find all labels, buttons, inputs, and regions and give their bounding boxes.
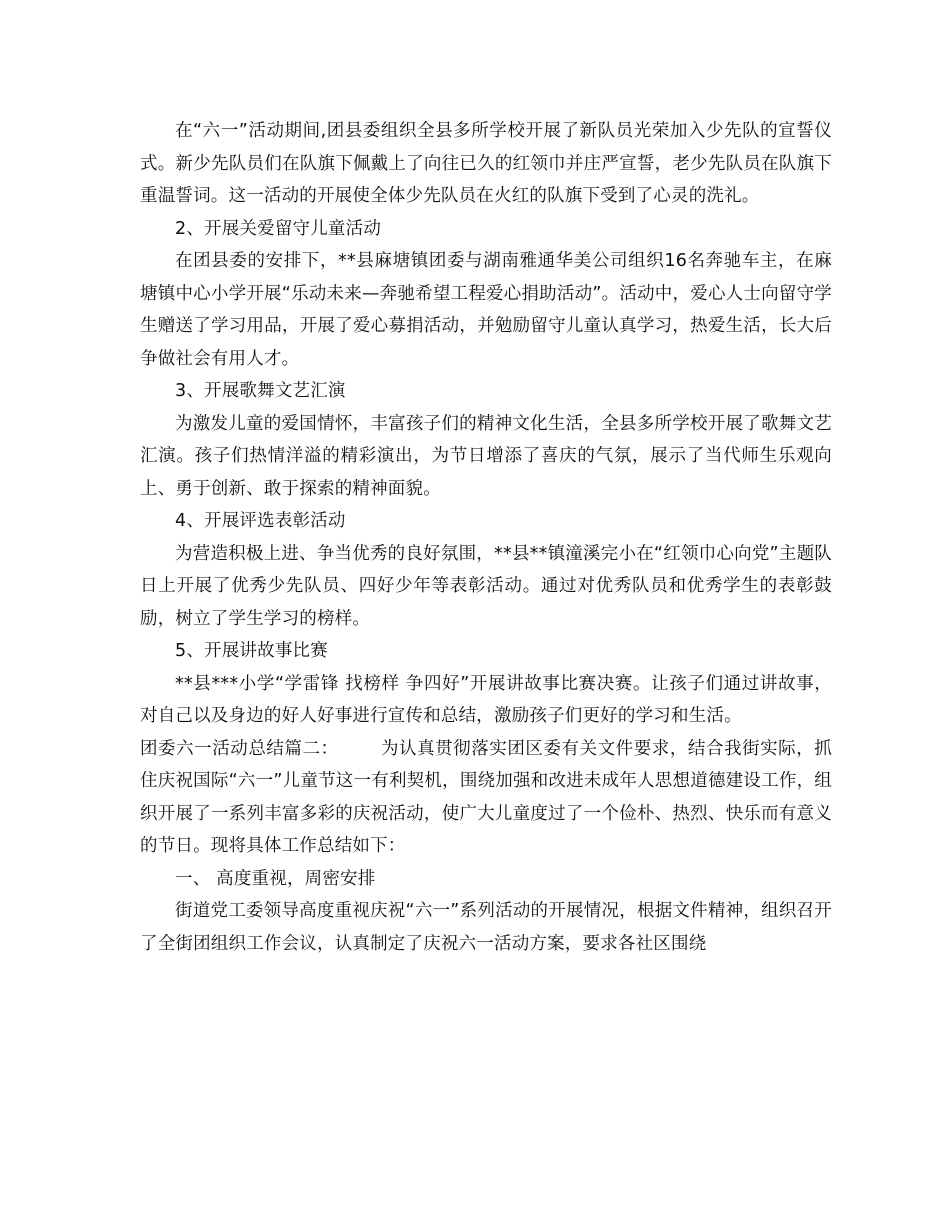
paragraph-storytelling: **县***小学“学雷锋 找榜样 争四好”开展讲故事比赛决赛。让孩子们通过讲故事，对自己以及身边的好人好事进行宣传和总结，激励孩子们更好的学习和生活。 [140,673,832,726]
paragraph-awards: 为营造积极上进、争当优秀的良好氛围，**县**镇潼溪完小在“红领巾心向党”主题队日上开展了优秀少先队员、四好少年等表彰活动。通过对优秀队员和优秀学生的表彰鼓励，树立了学生学习的榜样。 [140,543,832,629]
paragraph-left-behind-children: 在团县委的安排下，**县麻塘镇团委与湖南雅通华美公司组织16名奔驰车主，在麻塘镇中心小学开展“乐动未来—奔驰希望工程爱心捐助活动”。活动中，爱心人士向留守学生赠送了学习用品，开展了爱心募捐活动，并勉励留守儿童认真学习，热爱生活，长大后争做社会有用人才。 [140,251,832,369]
paragraph-performance: 为激发儿童的爱国情怀，丰富孩子们的精神文化生活，全县多所学校开展了歌舞文艺汇演。孩子们热情洋溢的精彩演出，为节日增添了喜庆的气氛，展示了当代师生乐观向上、勇于创新、敢于探索的精神面貌。 [140,413,832,499]
section-heading-attention-arrangement: 一、 高度重视，周密安排 [175,868,376,889]
section-heading-left-behind-children: 2、开展关爱留守儿童活动 [175,218,382,239]
paragraph-summary-part-two [140,733,832,863]
document-body [140,115,832,960]
section-heading-performance: 3、开展歌舞文艺汇演 [175,381,346,401]
section-heading-storytelling: 5、开展讲故事比赛 [175,641,328,661]
paragraph-enrollment-ceremony: 在“六一”活动期间,团县委组织全县多所学校开展了新队员光荣加入少先队的宣誓仪式。新少先队员们在队旗下佩戴上了向往已久的红领巾并庄严宣誓，老少先队员在队旗下重温誓词。这一活动的开展使全体少先队员在火红的队旗下受到了心灵的洗礼。 [140,121,832,206]
paragraph-attention-arrangement: 街道党工委领导高度重视庆祝“六一”系列活动的开展情况，根据文件精神，组织召开了全街团组织工作会议，认真制定了庆祝六一活动方案，要求各社区围绕 [140,901,832,954]
summary-part-two-title: 团委六一活动总结篇二： [140,738,339,759]
summary-part-two-body: 为认真贯彻落实团区委有关文件要求，结合我街实际，抓住庆祝国际“六一”儿童节这一有利契机，围绕加强和改进未成年人思想道德建设工作，组织开展了一系列丰富多彩的庆祝活动，使广大儿童度过了一个俭朴、热烈、快乐而有意义的节日。现将具体工作总结如下： [140,738,832,856]
section-heading-awards: 4、开展评选表彰活动 [175,511,346,531]
